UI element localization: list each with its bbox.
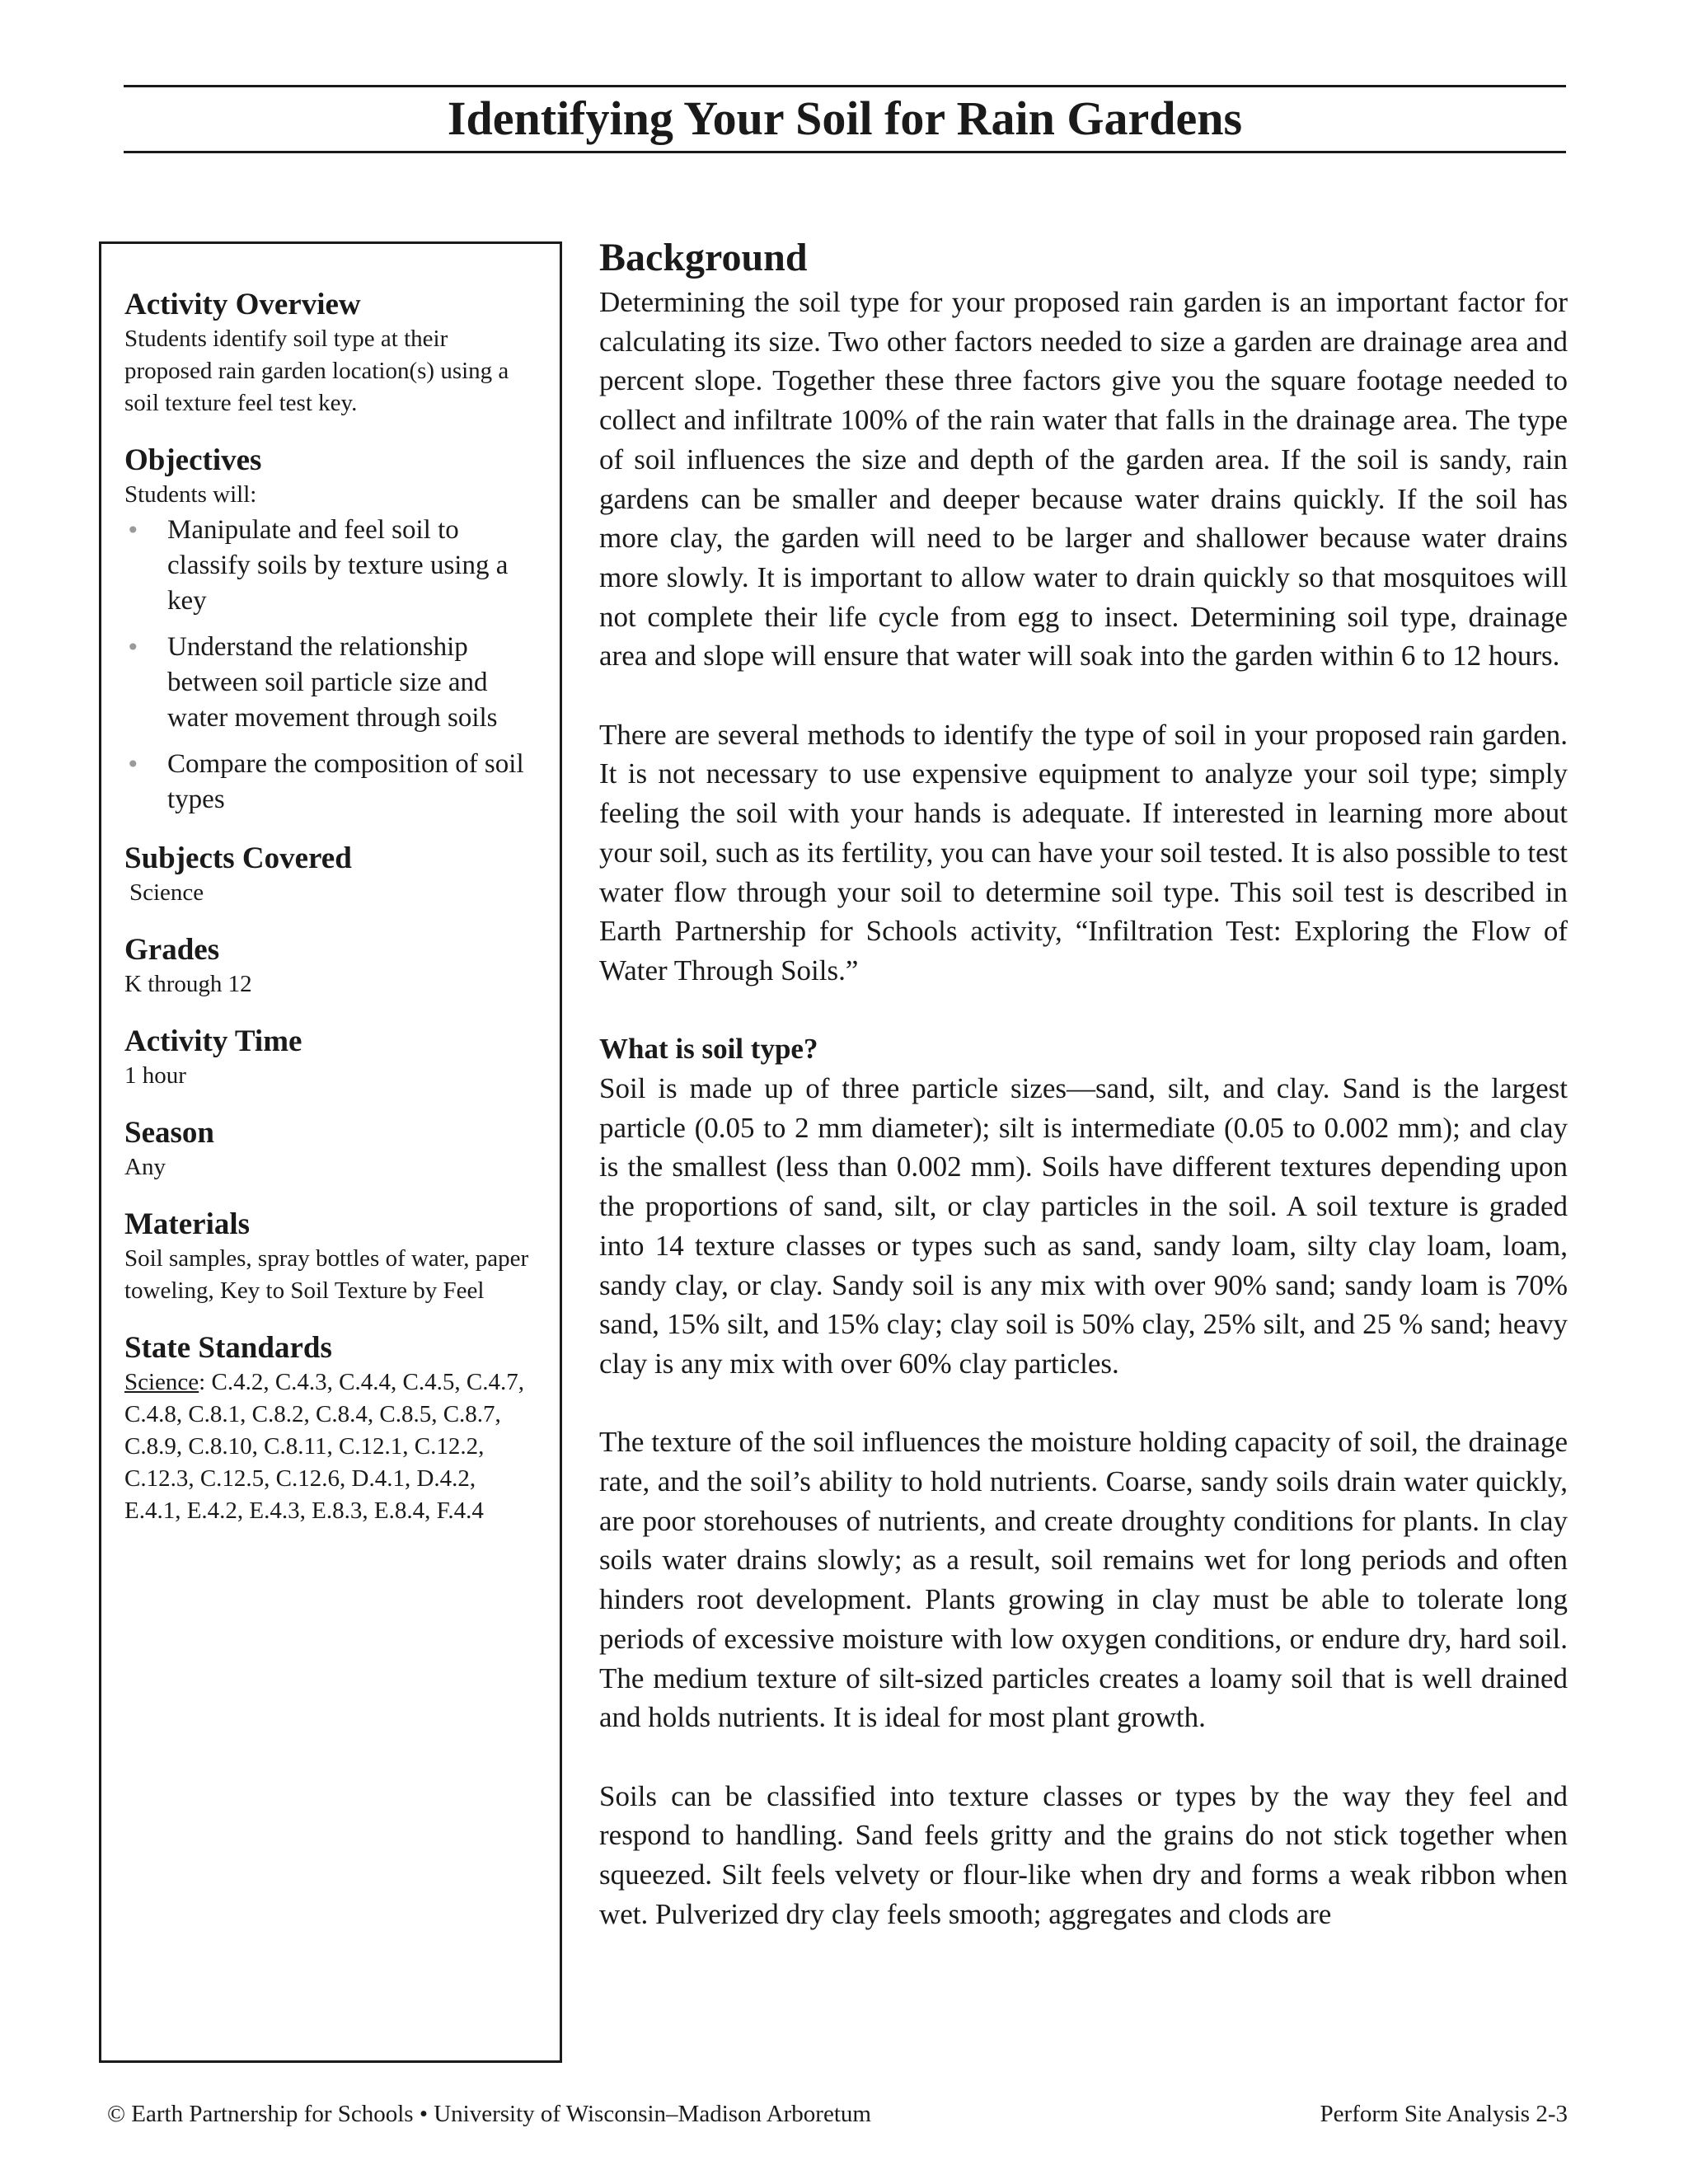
objectives-list <box>124 513 537 818</box>
bullet-icon: • <box>126 751 140 778</box>
objectives-intro: Students will: <box>124 481 257 508</box>
subjects-text: Science <box>129 879 204 906</box>
state-standards-text <box>124 1366 537 1527</box>
activity-time-heading: Activity Time <box>124 1024 302 1058</box>
grades-text: K through 12 <box>124 971 252 997</box>
activity-time-section <box>124 1024 537 1092</box>
objective-text: Compare the composition of soil types <box>167 749 524 814</box>
standards-codes: : C.4.2, C.4.3, C.4.4, C.4.5, C.4.7, C.4.8, C.8.1, C.8.2, C.8.4, C.8.5, C.8.7, C.8.9, C.8.10, C.8.11, C.12.1, C.12.2, C.12.3, C.12.5, C.12.6, D.4.1, D.4.2, E.4.1, E.4.2, E.4.3, E.8.3, E.8.4, F.4.4 <box>124 1369 524 1524</box>
season-text: Any <box>124 1154 166 1180</box>
list-item <box>124 513 537 619</box>
page-title: Identifying Your Soil for Rain Gardens <box>447 91 1243 145</box>
activity-time-text: 1 hour <box>124 1062 186 1089</box>
grades-heading: Grades <box>124 933 220 967</box>
top-rule <box>124 85 1566 87</box>
soil-type-subheading: What is soil type? <box>599 1033 818 1066</box>
list-item <box>124 630 537 736</box>
paragraph: Soil is made up of three particle sizes—sand, silt, and clay. Sand is the largest particle (0.05 to 2 mm diameter); silt is intermediate (0.05 to 0.002 mm); and clay is the smallest (less than 0.002 mm). Soils have different textures depending upon the proportions of sand, silt, or clay particles in the soil. A soil texture is graded into 14 texture classes or types such as sand, sandy loam, silty clay loam, loam, sandy clay, or clay. Sandy soil is any mix with over 90% sand; sandy loam is 70% sand, 15% silt, and 15% clay; clay soil is 50% clay, 25% silt, and 25 % sand; heavy clay is any mix with over 60% clay particles. <box>599 1072 1568 1380</box>
grades-section <box>124 932 537 1001</box>
footer-page-number: Perform Site Analysis 2-3 <box>1320 2101 1568 2127</box>
list-item <box>124 747 537 818</box>
objectives-section <box>124 443 537 818</box>
paragraph: Soils can be classified into texture classes or types by the way they feel and respond to handling. Sand feels gritty and the grains do not stick together when squeezed. Silt feels velvety or flour-like when dry and forms a weak ribbon when wet. Pulverized dry clay feels smooth; aggregates and clods are <box>599 1779 1568 1930</box>
objective-text: Manipulate and feel soil to classify soils by texture using a key <box>167 515 509 616</box>
title-underline-rule <box>124 151 1566 153</box>
bullet-icon: • <box>126 634 140 661</box>
paragraph: The texture of the soil influences the moisture holding capacity of soil, the drainage rate, and the soil’s ability to hold nutrients. Coarse, sandy soils drain water quickly, are poor storehouses of nutrients, and create droughty conditions for plants. In clay soils water drains slowly; as a result, soil remains wet for long periods and often hinders root development. Plants growing in clay must be able to tolerate long periods of excessive moisture with low oxygen conditions, or endure dry, hard soil. The medium texture of silt-sized particles creates a loamy soil that is well drained and holds nutrients. It is ideal for most plant growth. <box>599 1426 1568 1734</box>
activity-overview-section <box>124 287 537 419</box>
materials-section <box>124 1207 537 1307</box>
activity-overview-text: Students identify soil type at their proposed rain garden location(s) using a soil texture feel test key. <box>124 326 509 416</box>
objectives-heading: Objectives <box>124 443 262 477</box>
activity-overview-heading: Activity Overview <box>124 288 361 321</box>
season-heading: Season <box>124 1116 214 1150</box>
season-section <box>124 1115 537 1183</box>
main-content <box>599 233 1568 1933</box>
background-heading: Background <box>599 236 808 279</box>
subjects-heading: Subjects Covered <box>124 841 352 875</box>
bullet-icon: • <box>126 517 140 544</box>
state-standards-section <box>124 1330 537 1527</box>
paragraph: Determining the soil type for your proposed rain garden is an important factor for calculating its size. Two other factors needed to size a garden are drainage area and percent slope. Together these three factors give you the square footage needed to collect and infiltrate 100% of the rain water that falls in the drainage area. The type of soil influences the size and depth of the garden area. If the soil is sandy, rain gardens can be smaller and deeper because water drains quickly. If the soil has more clay, the garden will need to be larger and shallower because water drains more slowly. It is important to allow water to drain quickly so that mosquitoes will not complete their life cycle from egg to insect. Determining soil type, drainage area and slope will ensure that water will soak into the garden within 6 to 12 hours. <box>599 286 1568 673</box>
footer-copyright: © Earth Partnership for Schools • University of Wisconsin–Madison Arboretum <box>107 2101 871 2127</box>
standards-subject-label: Science <box>124 1369 199 1395</box>
objective-text: Understand the relationship between soil particle size and water movement through soils <box>167 632 498 733</box>
materials-text: Soil samples, spray bottles of water, paper toweling, Key to Soil Texture by Feel <box>124 1245 529 1304</box>
materials-heading: Materials <box>124 1207 251 1241</box>
state-standards-heading: State Standards <box>124 1331 332 1365</box>
activity-sidebar <box>99 241 562 2063</box>
subjects-section <box>124 841 537 909</box>
paragraph: There are several methods to identify the type of soil in your proposed rain garden. It is not necessary to use expensive equipment to analyze your soil type; simply feeling the soil with your hands is adequate. If interested in learning more about your soil, such as its fertility, you can have your soil tested. It is also possible to test water flow through your soil to determine soil type. This soil test is described in Earth Partnership for Schools activity, “Infiltration Test: Exploring the Flow of Water Through Soils.” <box>599 718 1568 987</box>
